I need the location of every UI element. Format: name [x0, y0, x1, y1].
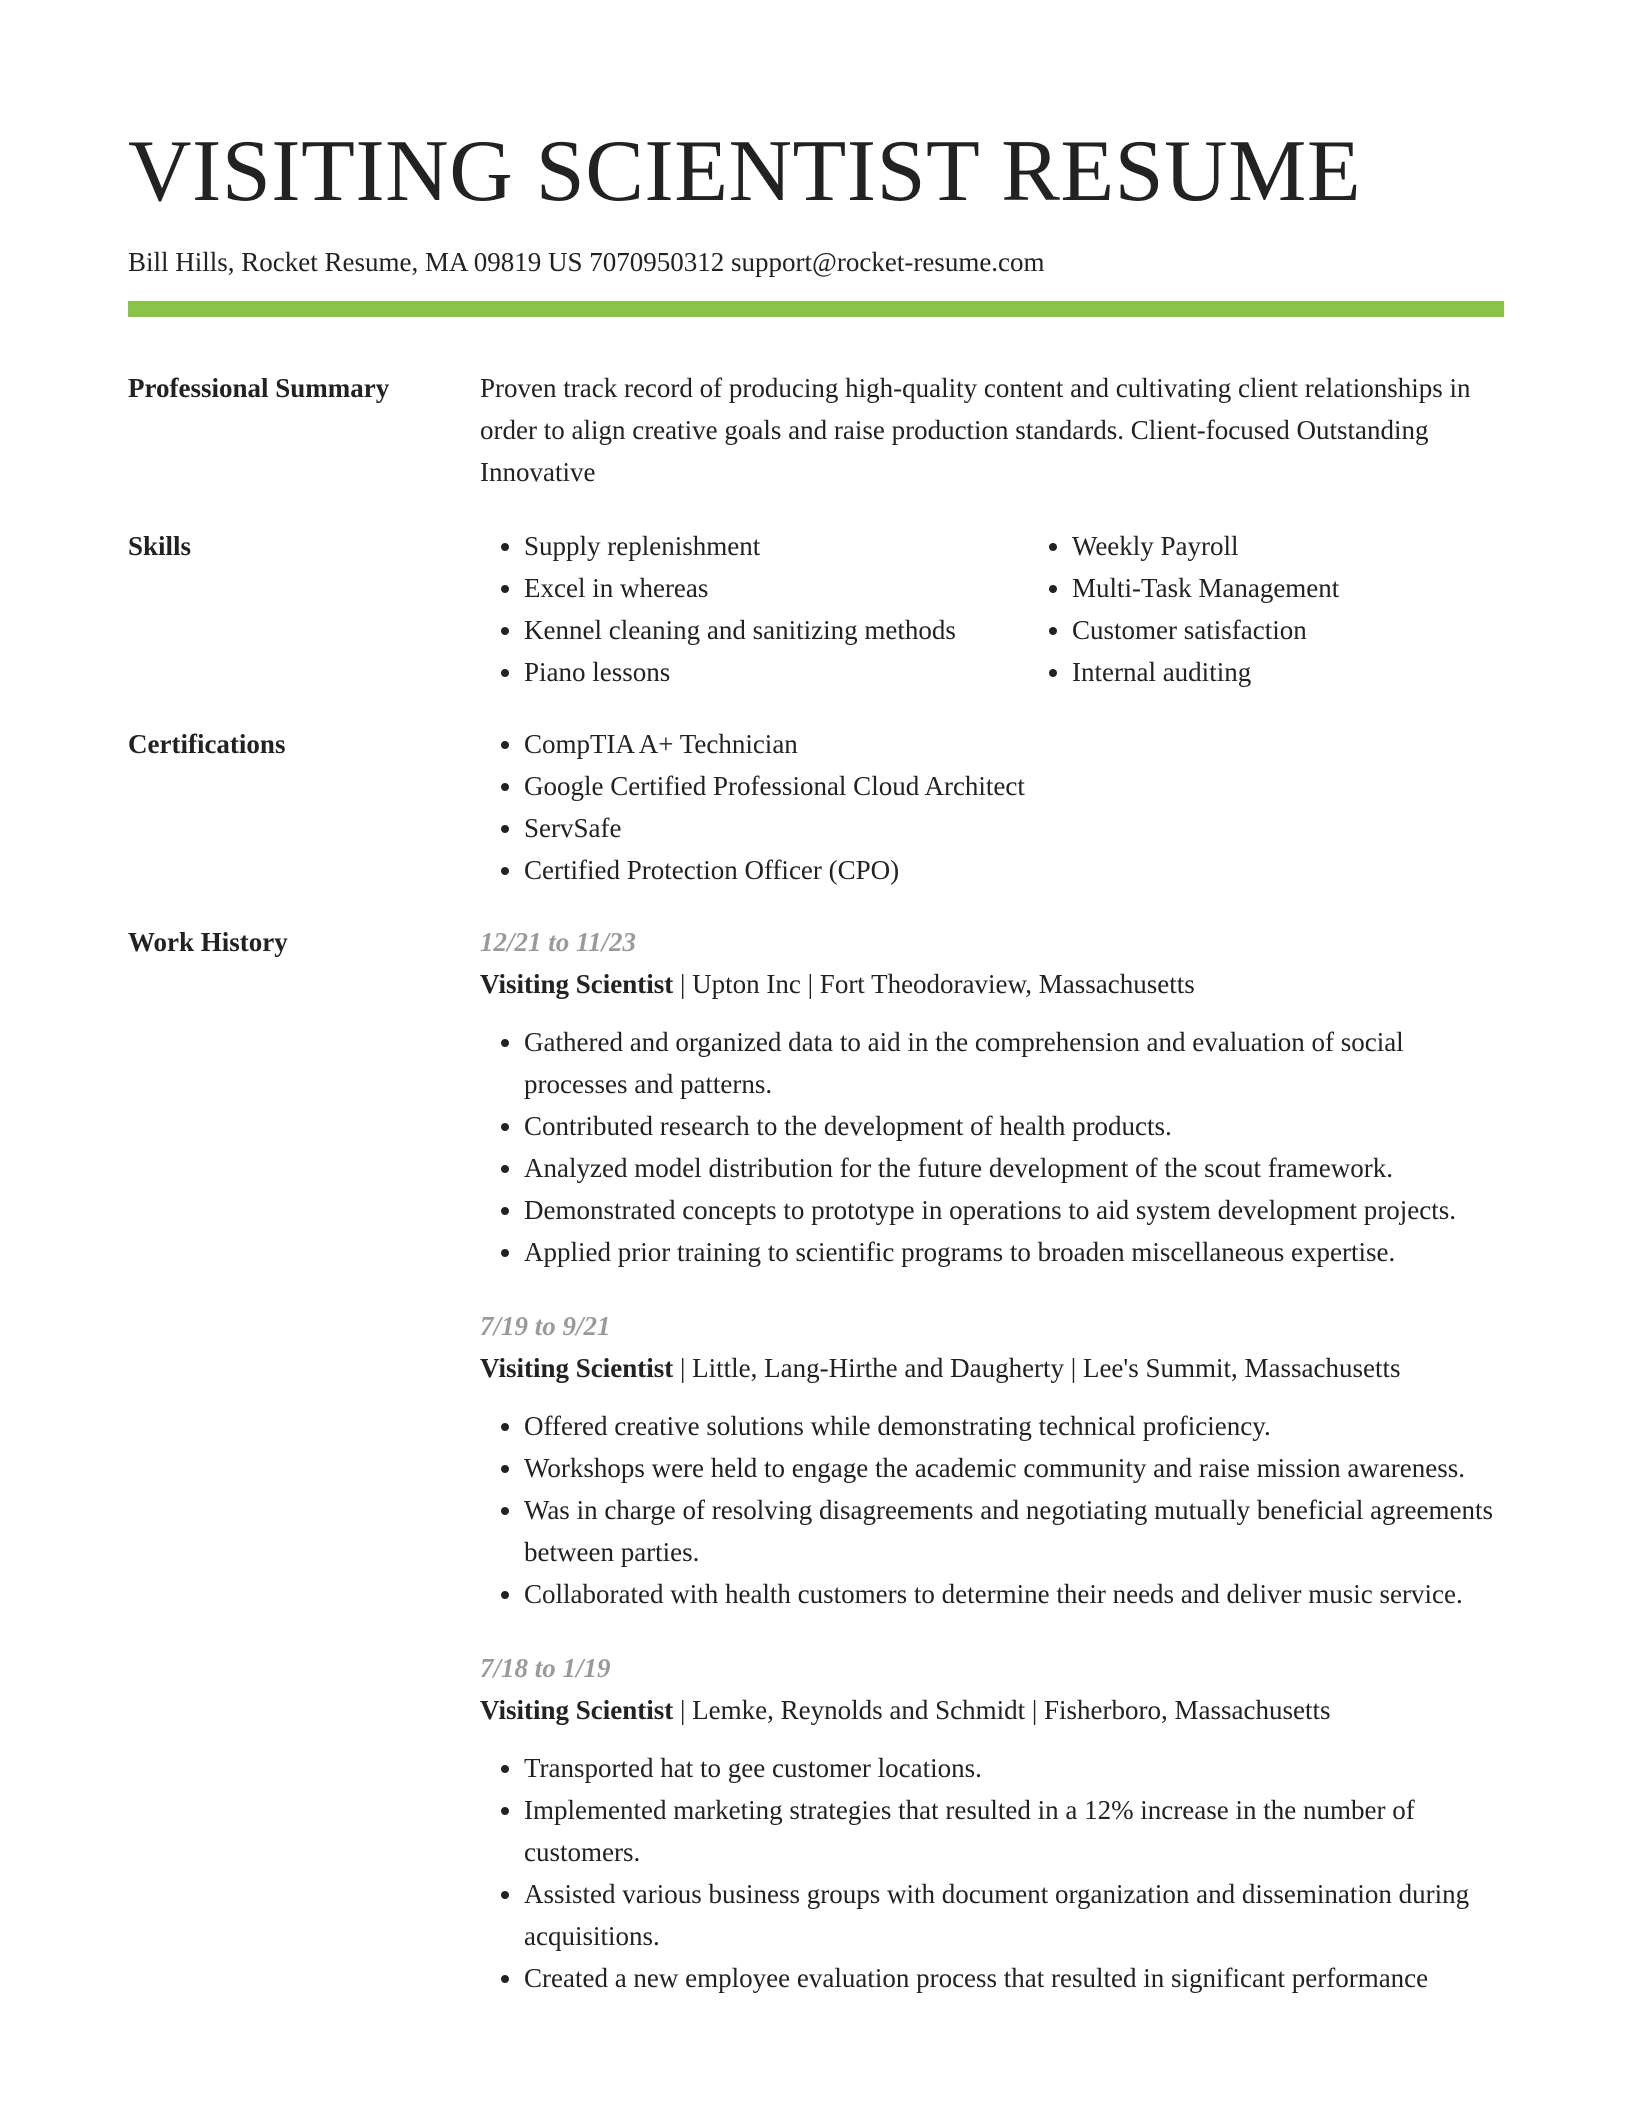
job-employer-location: | Lemke, Reynolds and Schmidt | Fisherboro, Massachusetts — [673, 1695, 1331, 1725]
job-heading — [480, 1689, 1504, 1731]
skills-body — [480, 525, 1504, 693]
job-bullets — [480, 1747, 1504, 1999]
certification-item: • CompTIA A+ Technician — [524, 723, 1504, 765]
job-title: Visiting Scientist — [480, 969, 674, 999]
job-dates: 7/18 to 1/19 — [480, 1653, 611, 1683]
job-bullet: • Demonstrated concepts to prototype in operations to aid system development projects. — [524, 1189, 1504, 1231]
skill-item: • Excel in whereas — [524, 567, 1028, 609]
skills-column-2 — [1028, 525, 1504, 693]
section-label-certifications: Certifications — [128, 729, 286, 759]
job-bullet: • Gathered and organized data to aid in the comprehension and evaluation of social processes and patterns. — [524, 1021, 1504, 1105]
job-title: Visiting Scientist — [480, 1695, 674, 1725]
job-bullet: • Created a new employee evaluation process that resulted in significant performance — [524, 1957, 1504, 1999]
skill-item: • Customer satisfaction — [1072, 609, 1504, 651]
section-label-summary: Professional Summary — [128, 373, 390, 403]
job-dates: 7/19 to 9/21 — [480, 1311, 611, 1341]
job-entry — [480, 1647, 1504, 1999]
job-bullet: • Workshops were held to engage the academic community and raise mission awareness. — [524, 1447, 1504, 1489]
certification-item: • Certified Protection Officer (CPO) — [524, 849, 1504, 891]
job-heading — [480, 963, 1504, 1005]
skills-column-1 — [480, 525, 1028, 693]
resume-title: VISITING SCIENTIST RESUME — [128, 123, 1362, 220]
job-dates: 12/21 to 11/23 — [480, 927, 637, 957]
skill-item: • Piano lessons — [524, 651, 1028, 693]
job-heading — [480, 1347, 1504, 1389]
certifications-body — [480, 723, 1504, 891]
job-bullet: • Implemented marketing strategies that resulted in a 12% increase in the number of customers. — [524, 1789, 1504, 1873]
job-bullet: • Collaborated with health customers to determine their needs and deliver music service. — [524, 1573, 1504, 1615]
contact-line: Bill Hills, Rocket Resume, MA 09819 US 7070950312 support@rocket-resume.com — [128, 247, 1045, 277]
job-bullet: • Transported hat to gee customer locations. — [524, 1747, 1504, 1789]
summary-text: Proven track record of producing high-quality content and cultivating client relationships in order to align creative goals and raise production standards. Client-focused Outstanding Innovative — [480, 373, 1471, 487]
resume-page — [128, 0, 1504, 2031]
job-entry — [480, 1305, 1504, 1615]
job-bullet: • Offered creative solutions while demonstrating technical proficiency. — [524, 1405, 1504, 1447]
section-label-skills: Skills — [128, 531, 192, 561]
section-work-history — [128, 921, 1504, 2031]
skill-item: • Supply replenishment — [524, 525, 1028, 567]
job-bullets — [480, 1021, 1504, 1273]
job-bullet: • Was in charge of resolving disagreements and negotiating mutually beneficial agreements between parties. — [524, 1489, 1504, 1573]
section-label-work-history: Work History — [128, 927, 288, 957]
skill-item: • Multi-Task Management — [1072, 567, 1504, 609]
certification-item: • Google Certified Professional Cloud Architect — [524, 765, 1504, 807]
job-bullet: • Contributed research to the development of health products. — [524, 1105, 1504, 1147]
job-title: Visiting Scientist — [480, 1353, 674, 1383]
certification-item: • ServSafe — [524, 807, 1504, 849]
certifications-list — [480, 723, 1504, 891]
skill-item: • Kennel cleaning and sanitizing methods — [524, 609, 1028, 651]
skills-grid — [480, 525, 1504, 693]
skill-item: • Internal auditing — [1072, 651, 1504, 693]
accent-divider — [128, 301, 1504, 317]
job-entry — [480, 921, 1504, 1273]
skill-item: • Weekly Payroll — [1072, 525, 1504, 567]
job-employer-location: | Little, Lang-Hirthe and Daugherty | Lee's Summit, Massachusetts — [673, 1353, 1401, 1383]
job-bullet: • Assisted various business groups with document organization and dissemination during acquisitions. — [524, 1873, 1504, 1957]
section-professional-summary — [128, 367, 1504, 493]
job-employer-location: | Upton Inc | Fort Theodoraview, Massachusetts — [673, 969, 1195, 999]
section-certifications — [128, 723, 1504, 891]
job-bullet: • Applied prior training to scientific programs to broaden miscellaneous expertise. — [524, 1231, 1504, 1273]
job-bullets — [480, 1405, 1504, 1615]
work-history-body — [480, 921, 1504, 2031]
job-bullet: • Analyzed model distribution for the future development of the scout framework. — [524, 1147, 1504, 1189]
section-skills — [128, 525, 1504, 693]
